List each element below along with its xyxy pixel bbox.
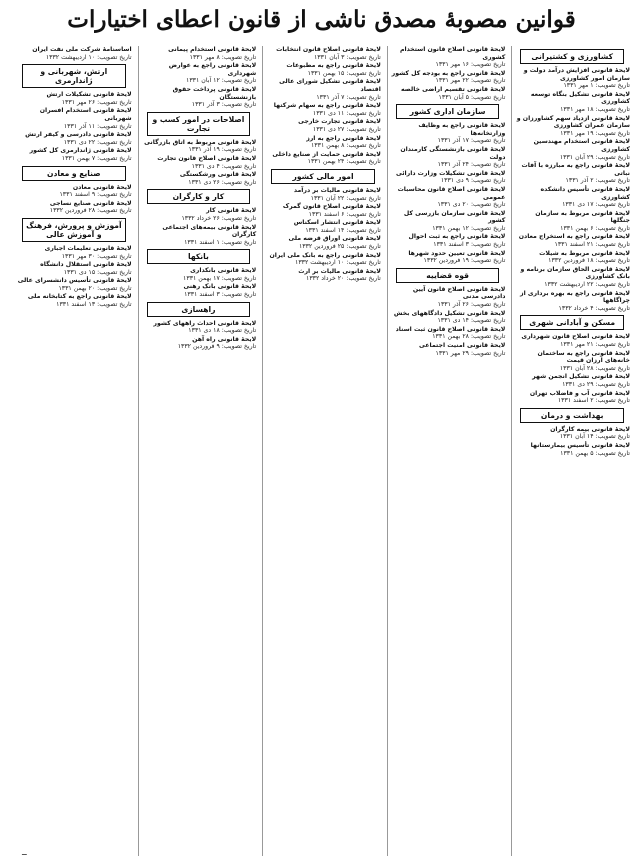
law-title: لایحهٔ قانونی بانکداری	[190, 267, 257, 275]
law-entry	[16, 261, 132, 276]
law-title: لایحهٔ قانونی اصلاح قانون محاسبات عمومی	[397, 185, 506, 201]
law-title: لایحهٔ قانونی اصلاح قانون ثبت اسناد	[395, 325, 506, 333]
law-title: لایحهٔ قانونی تجارت خارجی	[298, 118, 381, 126]
law-entry	[514, 91, 630, 114]
approval-date: تاریخ تصویب: ۲۲ دی ۱۳۳۱	[63, 138, 132, 146]
approval-date: تاریخ تصویب: ۱۰ اردیبهشت ۱۳۳۲	[45, 53, 132, 61]
column-4	[138, 46, 259, 856]
law-title: لایحهٔ قانونی تعیین حدود شهرها	[408, 249, 506, 257]
law-title: لایحهٔ قانونی راجع به عوارض شهرداری	[168, 62, 257, 77]
law-entry	[16, 277, 132, 292]
section-heading: سازمان اداری کشور	[396, 104, 500, 119]
law-title: لایحهٔ قانونی پرداخت حقوق بازنشستگان	[172, 85, 257, 101]
law-entry	[141, 46, 257, 61]
section-heading: راهسازی	[147, 302, 251, 317]
approval-date: تاریخ تصویب: ۲ اسفند ۱۳۳۱	[557, 397, 630, 405]
section-heading: بانکها	[147, 249, 251, 264]
law-title: لایحهٔ قانونی احداث راههای کشور	[153, 319, 257, 327]
column-5	[14, 46, 134, 856]
law-title: لایحهٔ قانونی افزایش درآمد دولت و سازمان امور کشاورزی	[523, 67, 630, 82]
law-title: لایحهٔ قانونی ازدیاد سهم کشاورزان و سازمان عمران کشاورزی	[516, 114, 630, 130]
approval-date: تاریخ تصویب: ۳ اسفند ۱۳۳۱	[433, 241, 506, 249]
law-entry	[265, 151, 381, 166]
approval-date: تاریخ تصویب: ۱۱ آذر ۱۳۳۱	[63, 122, 132, 130]
approval-date: تاریخ تصویب: ۲۸ آبان ۱۳۳۱	[559, 364, 630, 372]
column-1	[511, 46, 632, 856]
law-entry	[390, 250, 506, 265]
section-heading: کار و کارگران	[147, 189, 251, 204]
approval-date: تاریخ تصویب: ۲ آذر ۱۳۳۱	[565, 177, 630, 185]
law-title: لایحهٔ قانونی استخدام پیمانی	[168, 46, 257, 53]
law-entry	[16, 107, 132, 130]
law-entry	[265, 118, 381, 133]
law-title: لایحهٔ قانونی راجع به مبارزه با آفات نباتی	[521, 162, 630, 177]
law-entry	[514, 290, 630, 313]
law-entry	[265, 62, 381, 77]
law-title: لایحهٔ قانونی تقسیم اراضی خالصه	[401, 85, 506, 93]
approval-date: تاریخ تصویب: ۲۹ آبان ۱۳۳۱	[559, 153, 630, 161]
approval-date: تاریخ تصویب: ۴ خرداد ۱۳۳۲	[558, 304, 630, 312]
law-title: لایحهٔ قانونی تشکیلات وزارت دارائی	[395, 169, 506, 177]
law-entry	[141, 207, 257, 222]
law-title: لایحهٔ قانونی اصلاح قانون شهرداری	[521, 333, 630, 341]
law-entry	[16, 200, 132, 215]
law-entry	[265, 46, 381, 61]
approval-date: تاریخ تصویب: ۶ بهمن ۱۳۳۱	[560, 224, 630, 232]
law-title: لایحهٔ قانونی تأسیس بیمارستانها	[530, 441, 630, 449]
law-title: اساسنامهٔ شرکت ملی نفت ایران	[32, 46, 132, 53]
law-title: لایحهٔ قانونی الحاق سازمان برنامه و بانک کشاورزی	[520, 265, 630, 281]
approval-date: تاریخ تصویب: ۲۲ اردیبهشت ۱۳۳۲	[544, 281, 630, 289]
law-entry	[390, 342, 506, 357]
approval-date: تاریخ تصویب: ۲۰ دی ۱۳۳۱	[437, 201, 506, 209]
approval-date: تاریخ تصویب: ۸ بهمن ۱۳۳۱	[310, 142, 381, 150]
law-title: لایحهٔ قانونی اصلاح قانون تجارت	[157, 154, 257, 162]
column-3	[262, 46, 383, 856]
law-entry	[16, 245, 132, 260]
law-entry	[514, 138, 630, 161]
approval-date: تاریخ تصویب: ۱ اسفند ۱۳۳۱	[184, 238, 257, 246]
columns-container	[14, 46, 632, 856]
approval-date: تاریخ تصویب: ۲۷ دی ۱۳۳۱	[312, 125, 381, 133]
law-title: لایحهٔ قانونی راجع به ساختمان خانه‌های ارزان قیمت	[537, 349, 630, 365]
law-entry	[514, 350, 630, 373]
section-heading: قوه قضاییه	[396, 268, 500, 283]
law-title: لایحهٔ قانونی راجع به سهام شرکتها	[273, 102, 381, 110]
law-title: لایحهٔ قانونی راجع به بانک ملی ایران	[269, 251, 381, 259]
approval-date: تاریخ تصویب: ۱۵ دی ۱۳۳۱	[63, 268, 132, 276]
law-title: لایحهٔ قانونی دادرسی و کیفر ارتش	[25, 131, 132, 139]
law-entry	[16, 147, 132, 162]
approval-date: تاریخ تصویب: ۱۲ بهمن ۱۳۳۱	[432, 224, 506, 232]
law-title: لایحهٔ قانونی راه آهن	[192, 335, 257, 343]
law-entry	[141, 62, 257, 85]
section-heading: مسکن و آبادانی شهری	[520, 315, 624, 330]
approval-date: تاریخ تصویب: ۲۲ آبان ۱۳۳۱	[310, 194, 381, 202]
law-entry	[16, 46, 132, 61]
approval-date: تاریخ تصویب: ۱۷ دی ۱۳۳۱	[562, 201, 630, 209]
law-title: لایحهٔ قانونی امنیت اجتماعی	[419, 342, 506, 349]
footer-mark: ــ	[22, 848, 27, 857]
law-entry	[514, 250, 630, 265]
law-entry	[265, 268, 381, 283]
approval-date: تاریخ تصویب: ۲۰ خرداد ۱۳۳۲	[306, 275, 381, 283]
law-entry	[265, 135, 381, 150]
law-entry	[141, 267, 257, 282]
law-title: لایحهٔ قانونی اوراق قرضه ملی	[288, 235, 381, 243]
law-entry	[141, 224, 257, 247]
law-entry	[141, 336, 257, 351]
law-title: لایحهٔ قانونی مالیات بر ارث	[298, 267, 381, 275]
law-entry	[514, 186, 630, 209]
approval-date: تاریخ تصویب: ۱۹ آذر ۱۳۳۱	[188, 146, 257, 154]
law-title: لایحهٔ قانونی مربوط به اتاق بازرگانی	[144, 138, 257, 146]
law-entry	[141, 283, 257, 298]
law-title: لایحهٔ قانونی تشکیلات ارتش	[46, 91, 132, 99]
law-entry	[390, 146, 506, 169]
law-title: لایحهٔ قانونی استقلال دانشگاه	[40, 261, 132, 269]
law-entry	[514, 210, 630, 233]
approval-date: تاریخ تصویب: ۱۷ بهمن ۱۳۳۱	[183, 274, 257, 282]
approval-date: تاریخ تصویب: ۱۴ آبان ۱۳۳۱	[559, 433, 630, 441]
approval-date: تاریخ تصویب: ۵ آبان ۱۳۳۱	[438, 93, 506, 101]
approval-date: تاریخ تصویب: ۳ آبان ۱۳۳۱	[313, 53, 381, 61]
law-entry	[141, 320, 257, 335]
section-heading: کشاورزی و کشتیرانی	[520, 49, 624, 64]
law-entry	[390, 86, 506, 101]
law-title: لایحهٔ قانونی اصلاح قانون استخدام کشوری	[399, 46, 506, 61]
section-heading: امور مالی کشور	[271, 169, 375, 184]
section-heading: ارتش، شهربانی و ژاندارمری	[22, 64, 126, 88]
law-title: لایحهٔ قانونی آب و فاضلاب تهران	[529, 389, 630, 397]
law-entry	[390, 286, 506, 309]
law-title: لایحهٔ قانونی بیمه کارگران	[550, 425, 630, 433]
approval-date: تاریخ تصویب: ۲۱ مهر ۱۳۳۱	[560, 341, 630, 348]
approval-date: تاریخ تصویب: ۱۷ آذر ۱۳۳۱	[437, 137, 506, 145]
law-title: لایحهٔ قانونی راجع به مطبوعات	[286, 62, 381, 70]
approval-date: تاریخ تصویب: ۲۹ مهر ۱۳۳۱	[435, 349, 506, 357]
law-entry	[514, 266, 630, 289]
law-entry	[265, 187, 381, 202]
law-entry	[390, 70, 506, 85]
law-entry	[514, 373, 630, 388]
law-entry	[265, 235, 381, 250]
law-entry	[16, 184, 132, 199]
law-title: لایحهٔ قانونی مربوط به شیلات	[539, 249, 630, 257]
approval-date: تاریخ تصویب: ۱۶ مهر ۱۳۳۱	[435, 61, 506, 69]
approval-date: تاریخ تصویب: ۲۴ بهمن ۱۳۳۱	[307, 158, 381, 166]
law-entry	[265, 203, 381, 218]
approval-date: تاریخ تصویب: ۱۲ آبان ۱۳۳۱	[186, 77, 257, 85]
law-entry	[141, 86, 257, 109]
law-title: لایحهٔ قانونی انتشار اسکناس	[293, 219, 381, 227]
approval-date: تاریخ تصویب: ۲۱ اسفند ۱۳۳۱	[554, 241, 630, 249]
law-entry	[16, 91, 132, 106]
law-title: لایحهٔ قانونی تشکیل شورای عالی اقتصاد	[279, 78, 381, 93]
law-entry	[514, 162, 630, 185]
approval-date: تاریخ تصویب: ۱۵ بهمن ۱۳۳۱	[307, 69, 381, 77]
law-title: لایحهٔ قانونی اصلاح قانون آیین دادرسی مدنی	[412, 285, 506, 301]
law-entry	[514, 426, 630, 441]
law-entry	[514, 233, 630, 248]
law-entry	[514, 333, 630, 348]
approval-date: تاریخ تصویب: ۲۴ آذر ۱۳۳۱	[437, 161, 506, 169]
law-entry	[390, 326, 506, 341]
law-title: لایحهٔ قانونی راجع به کتابخانه ملی	[27, 293, 132, 301]
approval-date: تاریخ تصویب: ۱ مهر ۱۳۳۱	[563, 82, 630, 90]
section-heading: اصلاحات در امور کسب و تجارت	[147, 112, 251, 136]
approval-date: تاریخ تصویب: ۲۰ بهمن ۱۳۳۱	[58, 284, 132, 292]
law-entry	[265, 252, 381, 267]
law-title: لایحهٔ قانونی تأسیس دانشسرای عالی	[17, 277, 132, 285]
section-heading: آموزش و پرورش، فرهنگ و آموزش عالی	[22, 218, 126, 242]
approval-date: تاریخ تصویب: ۹ فروردین ۱۳۳۲	[177, 343, 257, 351]
approval-date: تاریخ تصویب: ۹ دی ۱۳۳۱	[440, 177, 506, 185]
law-title: لایحهٔ قانونی تأسیس دانشکده کشاورزی	[540, 185, 630, 201]
law-entry	[16, 131, 132, 146]
law-title: لایحهٔ قانونی ژاندارمری کل کشور	[29, 147, 132, 155]
section-heading: بهداشت و درمان	[520, 408, 624, 423]
law-entry	[141, 171, 257, 186]
law-title: لایحهٔ قانونی راجع به وظایف وزارتخانه‌ها	[418, 122, 506, 137]
approval-date: تاریخ تصویب: ۲۸ فروردین ۱۳۳۲	[49, 207, 132, 215]
approval-date: تاریخ تصویب: ۲۶ خرداد ۱۳۳۲	[181, 214, 257, 222]
law-title: لایحهٔ قانونی استخدام مهندسین کشاورزی	[533, 138, 630, 153]
approval-date: تاریخ تصویب: ۱۱ دی ۱۳۳۱	[312, 109, 381, 117]
law-entry	[16, 293, 132, 308]
law-title: لایحهٔ قانونی راجع به استخراج معادن	[518, 233, 630, 241]
approval-date: تاریخ تصویب: ۱۹ مهر ۱۳۳۱	[560, 129, 630, 137]
law-entry	[514, 67, 630, 90]
law-entry	[265, 78, 381, 101]
law-entry	[390, 310, 506, 325]
law-title: لایحهٔ قانونی ورشکستگی	[179, 171, 257, 179]
law-title: لایحهٔ قانونی استخدام افسران شهربانی	[39, 107, 132, 122]
approval-date: تاریخ تصویب: ۱۸ دی ۱۳۳۱	[188, 327, 257, 335]
law-title: لایحهٔ قانونی تعلیمات اجباری	[44, 244, 132, 252]
approval-date: تاریخ تصویب: ۶ اسفند ۱۳۳۱	[308, 210, 381, 218]
law-title: لایحهٔ قانونی بانک رهنی	[183, 283, 257, 291]
approval-date: تاریخ تصویب: ۷ آذر ۱۳۳۱	[316, 93, 381, 101]
approval-date: تاریخ تصویب: ۵ بهمن ۱۳۳۱	[560, 449, 630, 457]
law-title: لایحهٔ قانونی راجع به ثبت احوال	[408, 233, 506, 241]
approval-date: تاریخ تصویب: ۲۶ دی ۱۳۳۱	[188, 178, 257, 186]
approval-date: تاریخ تصویب: ۱۴ دی ۱۳۳۱	[437, 317, 506, 325]
law-entry	[514, 115, 630, 138]
law-entry	[390, 46, 506, 69]
law-title: لایحهٔ قانونی معادن	[72, 183, 132, 191]
law-title: لایحهٔ قانونی کار	[206, 207, 257, 215]
approval-date: تاریخ تصویب: ۱۸ مهر ۱۳۳۱	[560, 105, 630, 113]
law-title: لایحهٔ قانونی اصلاح قانون گمرک	[282, 203, 381, 211]
approval-date: تاریخ تصویب: ۳۰ مهر ۱۳۳۱	[61, 252, 132, 260]
law-title: لایحهٔ قانونی بیمه‌های اجتماعی کارگران	[162, 223, 257, 239]
law-title: لایحهٔ قانونی تشکیل انجمن شهر	[532, 373, 630, 381]
law-title: لایحهٔ قانونی صنایع نساجی	[49, 199, 132, 207]
approval-date: تاریخ تصویب: ۹ اسفند ۱۳۳۱	[59, 191, 132, 199]
law-title: لایحهٔ قانونی راجع به ارز	[306, 134, 381, 142]
law-title: لایحهٔ قانونی مربوط به سازمان جنگلها	[535, 209, 630, 225]
approval-date: تاریخ تصویب: ۸ مهر ۱۳۳۱	[189, 53, 257, 61]
law-entry	[390, 210, 506, 233]
law-title: لایحهٔ قانونی بازنشستگی کارمندان دولت	[400, 145, 506, 161]
law-entry	[265, 102, 381, 117]
law-title: لایحهٔ قانونی راجع به بهره برداری از چراگاهها	[520, 289, 630, 305]
column-2	[387, 46, 508, 856]
law-title: لایحهٔ قانونی راجع به بودجه کل کشور	[391, 69, 506, 77]
approval-date: تاریخ تصویب: ۲۸ بهمن ۱۳۳۱	[432, 333, 506, 341]
law-entry	[141, 139, 257, 154]
law-entry	[514, 390, 630, 405]
section-heading: صنایع و معادن	[22, 166, 126, 181]
law-title: لایحهٔ قانونی تشکیل بنگاه توسعه کشاورزی	[530, 90, 630, 106]
approval-date: تاریخ تصویب: ۲۹ دی ۱۳۳۱	[562, 380, 630, 388]
approval-date: تاریخ تصویب: ۲۲ مهر ۱۳۳۱	[435, 77, 506, 85]
law-title: لایحهٔ قانونی حمایت از صنایع داخلی	[272, 150, 381, 158]
law-title: لایحهٔ قانونی اصلاح قانون انتخابات	[276, 46, 381, 53]
law-title: لایحهٔ قانونی سازمان بازرسی کل کشور	[403, 209, 506, 225]
approval-date: تاریخ تصویب: ۱۴ اسفند ۱۳۳۱	[305, 226, 381, 234]
approval-date: تاریخ تصویب: ۱۸ فروردین ۱۳۳۲	[548, 257, 630, 265]
approval-date: تاریخ تصویب: ۲۶ آذر ۱۳۳۱	[437, 301, 506, 309]
approval-date: تاریخ تصویب: ۲۵ فروردین ۱۳۳۲	[298, 243, 381, 251]
approval-date: تاریخ تصویب: ۷ بهمن ۱۳۳۱	[61, 154, 132, 162]
law-entry	[390, 122, 506, 145]
law-entry	[390, 186, 506, 209]
law-title: لایحهٔ قانونی تشکیل دادگاههای بخش	[393, 309, 506, 317]
approval-date: تاریخ تصویب: ۲۶ مهر ۱۳۳۱	[61, 98, 132, 106]
approval-date: تاریخ تصویب: ۳ آذر ۱۳۳۱	[191, 101, 257, 109]
page-title: قوانین مصوبهٔ مصدق ناشی از قانون اعطای اختیارات	[67, 6, 576, 33]
law-entry	[514, 442, 630, 457]
approval-date: تاریخ تصویب: ۱۹ فروردین ۱۳۳۲	[423, 257, 506, 265]
approval-date: تاریخ تصویب: ۳ اسفند ۱۳۳۱	[184, 291, 257, 299]
law-entry	[265, 219, 381, 234]
law-title: لایحهٔ قانونی مالیات بر درآمد	[293, 186, 381, 194]
approval-date: تاریخ تصویب: ۱۳ اسفند ۱۳۳۱	[56, 301, 132, 309]
law-entry	[141, 155, 257, 170]
law-entry	[390, 170, 506, 185]
law-entry	[390, 233, 506, 248]
approval-date: تاریخ تصویب: ۱۰ اردیبهشت ۱۳۳۲	[295, 259, 381, 267]
approval-date: تاریخ تصویب: ۴ دی ۱۳۳۱	[191, 162, 257, 170]
